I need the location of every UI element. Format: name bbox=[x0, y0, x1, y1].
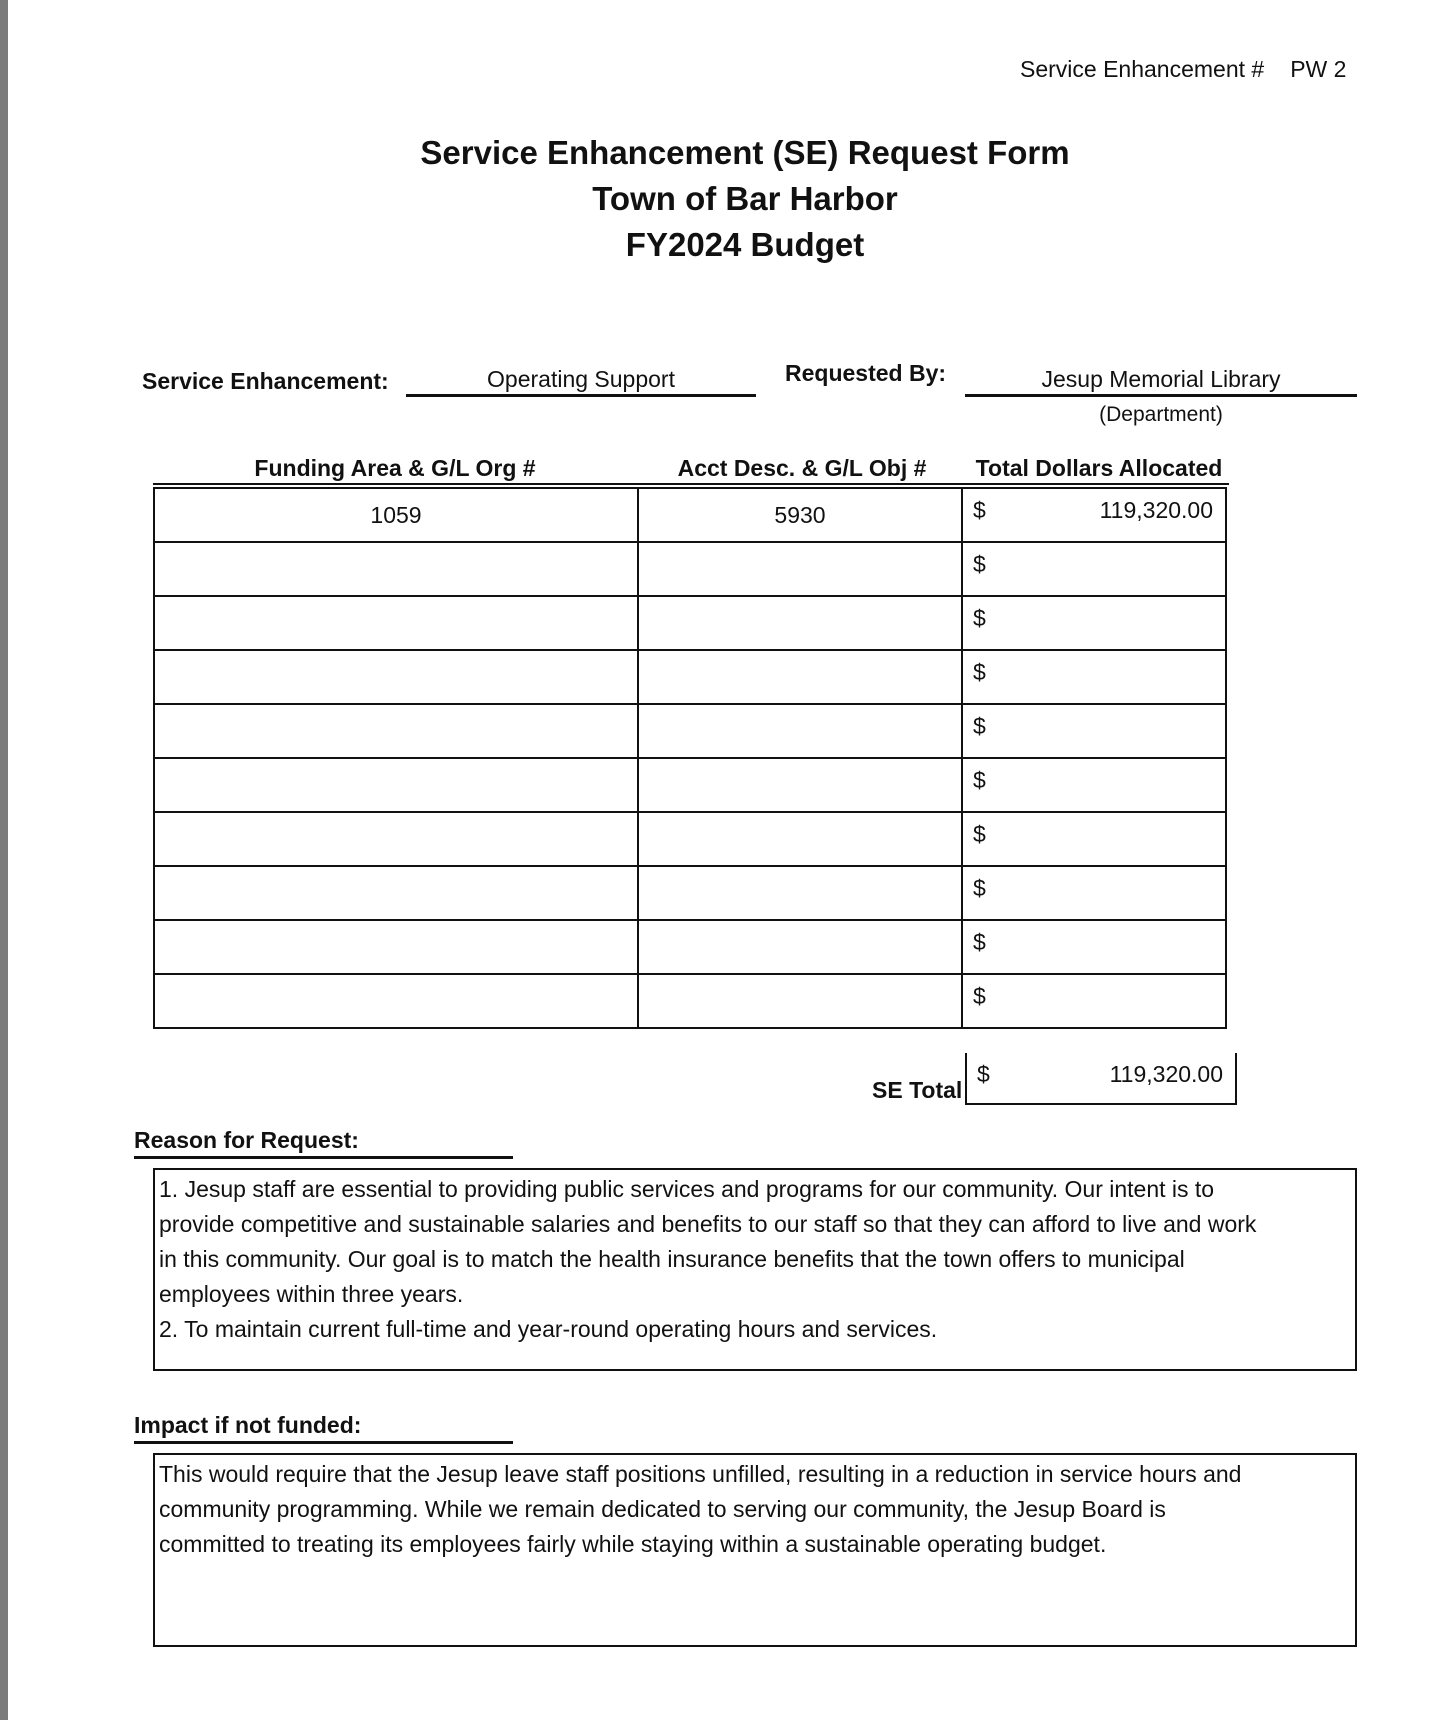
org-cell bbox=[154, 974, 638, 1028]
obj-cell bbox=[638, 596, 962, 650]
currency-symbol: $ bbox=[973, 713, 986, 739]
table-row bbox=[154, 650, 1226, 704]
table-row bbox=[154, 704, 1226, 758]
requested-by-value: Jesup Memorial Library bbox=[965, 366, 1357, 397]
department-caption: (Department) bbox=[1099, 403, 1223, 426]
org-cell bbox=[154, 812, 638, 866]
reason-text-box bbox=[153, 1168, 1357, 1371]
requested-by-label: Requested By: bbox=[785, 360, 947, 386]
reason-line: in this community. Our goal is to match the health insurance benefits that the town offers to municipal bbox=[159, 1246, 1185, 1272]
amount-cell bbox=[962, 650, 1226, 704]
currency-symbol: $ bbox=[973, 551, 986, 577]
col-header-amount: Total Dollars Allocated bbox=[975, 455, 1223, 481]
impact-line: This would require that the Jesup leave staff positions unfilled, resulting in a reduction in service hours and bbox=[159, 1461, 1242, 1487]
org-cell bbox=[154, 920, 638, 974]
amount-cell bbox=[962, 812, 1226, 866]
obj-cell bbox=[638, 704, 962, 758]
currency-symbol: $ bbox=[973, 875, 986, 901]
amount-cell bbox=[962, 596, 1226, 650]
obj-cell bbox=[638, 812, 962, 866]
amount-cell bbox=[962, 704, 1226, 758]
reason-line: provide competitive and sustainable salaries and benefits to our staff so that they can afford to live and work bbox=[159, 1211, 1257, 1237]
impact-text-box bbox=[153, 1453, 1357, 1647]
reason-line: 2. To maintain current full-time and year-round operating hours and services. bbox=[159, 1316, 938, 1342]
currency-symbol: $ bbox=[973, 767, 986, 793]
obj-cell bbox=[638, 542, 962, 596]
obj-cell bbox=[638, 974, 962, 1028]
se-total-currency: $ bbox=[977, 1061, 990, 1087]
amount-value: 119,320.00 bbox=[1099, 497, 1213, 523]
town-name: Town of Bar Harbor bbox=[592, 180, 898, 217]
currency-symbol: $ bbox=[973, 497, 986, 523]
amount-cell bbox=[962, 866, 1226, 920]
se-reference-number: PW 2 bbox=[1290, 56, 1347, 82]
obj-cell: 5930 bbox=[638, 488, 962, 542]
org-cell bbox=[154, 650, 638, 704]
currency-symbol: $ bbox=[973, 659, 986, 685]
table-row bbox=[154, 758, 1226, 812]
amount-cell bbox=[962, 488, 1226, 542]
table-row bbox=[154, 974, 1226, 1028]
table-row bbox=[154, 812, 1226, 866]
impact-label: Impact if not funded: bbox=[134, 1412, 513, 1444]
obj-cell bbox=[638, 650, 962, 704]
table-row bbox=[154, 866, 1226, 920]
table-row bbox=[154, 488, 1226, 542]
reason-label: Reason for Request: bbox=[134, 1127, 513, 1159]
currency-symbol: $ bbox=[973, 983, 986, 1009]
amount-cell bbox=[962, 542, 1226, 596]
org-cell bbox=[154, 596, 638, 650]
reason-line: 1. Jesup staff are essential to providing public services and programs for our community. Our intent is to bbox=[159, 1176, 1215, 1202]
reason-line: employees within three years. bbox=[159, 1281, 464, 1307]
se-label: Service Enhancement: bbox=[142, 368, 389, 394]
obj-cell bbox=[638, 866, 962, 920]
se-reference-label: Service Enhancement # bbox=[1020, 56, 1265, 82]
form-title: Service Enhancement (SE) Request Form bbox=[420, 134, 1070, 171]
currency-symbol: $ bbox=[973, 605, 986, 631]
window-edge bbox=[0, 0, 8, 1720]
budget-year: FY2024 Budget bbox=[625, 226, 865, 263]
impact-line: community programming. While we remain dedicated to serving our community, the Jesup Board is bbox=[159, 1496, 1166, 1522]
obj-cell bbox=[638, 758, 962, 812]
currency-symbol: $ bbox=[973, 821, 986, 847]
impact-line: committed to treating its employees fairly while staying within a sustainable operating budget. bbox=[159, 1531, 1107, 1557]
allocation-table bbox=[153, 487, 1227, 1029]
amount-cell bbox=[962, 758, 1226, 812]
table-row bbox=[154, 596, 1226, 650]
org-cell bbox=[154, 542, 638, 596]
org-cell bbox=[154, 704, 638, 758]
amount-cell bbox=[962, 920, 1226, 974]
se-value: Operating Support bbox=[406, 366, 756, 397]
col-header-org: Funding Area & G/L Org # bbox=[254, 455, 536, 481]
obj-cell bbox=[638, 920, 962, 974]
org-cell bbox=[154, 758, 638, 812]
se-total-box bbox=[965, 1053, 1237, 1105]
table-row bbox=[154, 920, 1226, 974]
org-cell bbox=[154, 866, 638, 920]
currency-symbol: $ bbox=[973, 929, 986, 955]
se-total-amount: 119,320.00 bbox=[1109, 1061, 1223, 1087]
se-reference bbox=[1020, 56, 1346, 83]
org-cell: 1059 bbox=[154, 488, 638, 542]
col-header-obj: Acct Desc. & G/L Obj # bbox=[677, 455, 927, 481]
se-total-label: SE Total bbox=[872, 1077, 963, 1103]
table-top-rule bbox=[153, 483, 1229, 485]
amount-cell bbox=[962, 974, 1226, 1028]
table-row bbox=[154, 542, 1226, 596]
